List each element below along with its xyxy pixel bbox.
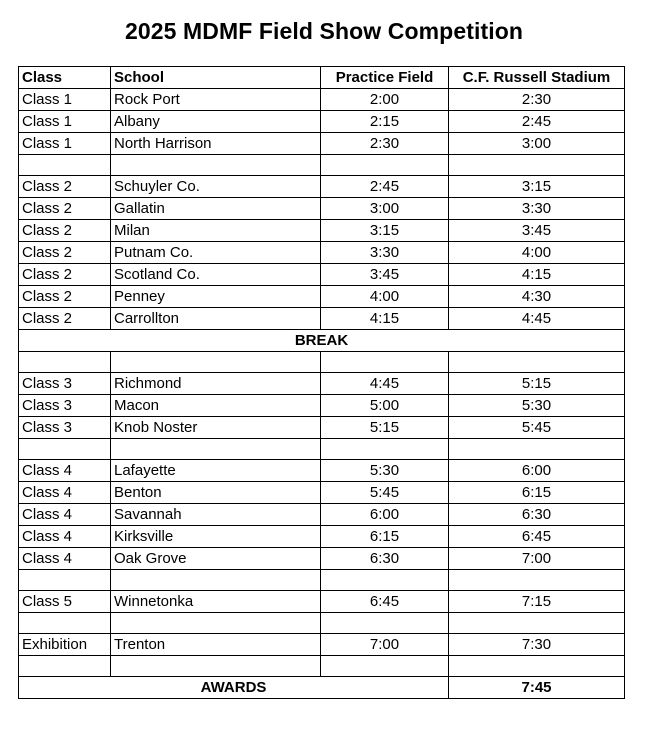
table-row <box>19 548 625 570</box>
header-practice-field: Practice Field <box>321 67 449 89</box>
table-row <box>19 504 625 526</box>
header-class: Class <box>19 67 111 89</box>
class-cell: Class 4 <box>19 504 111 526</box>
class-cell: Class 1 <box>19 133 111 155</box>
practice-time-cell: 5:00 <box>321 395 449 417</box>
school-cell: Scotland Co. <box>111 264 321 286</box>
class-cell: Class 4 <box>19 460 111 482</box>
awards-label: AWARDS <box>19 677 449 699</box>
class-cell: Class 3 <box>19 417 111 439</box>
empty-cell <box>321 155 449 176</box>
empty-cell <box>449 352 625 373</box>
empty-cell <box>111 570 321 591</box>
empty-cell <box>111 352 321 373</box>
class-cell: Class 4 <box>19 526 111 548</box>
empty-cell <box>19 439 111 460</box>
empty-cell <box>321 656 449 677</box>
stadium-time-cell: 4:00 <box>449 242 625 264</box>
empty-cell <box>19 570 111 591</box>
stadium-time-cell: 6:30 <box>449 504 625 526</box>
table-row <box>19 242 625 264</box>
empty-cell <box>449 656 625 677</box>
school-cell: Benton <box>111 482 321 504</box>
practice-time-cell: 2:15 <box>321 111 449 133</box>
empty-cell <box>111 656 321 677</box>
class-cell: Class 3 <box>19 395 111 417</box>
spacer-row <box>19 613 625 634</box>
table-row <box>19 133 625 155</box>
school-cell: Rock Port <box>111 89 321 111</box>
class-cell: Class 3 <box>19 373 111 395</box>
table-header-row <box>19 67 625 89</box>
empty-cell <box>321 352 449 373</box>
class-cell: Class 5 <box>19 591 111 613</box>
table-row <box>19 286 625 308</box>
header-stadium: C.F. Russell Stadium <box>449 67 625 89</box>
practice-time-cell: 6:15 <box>321 526 449 548</box>
spacer-row <box>19 439 625 460</box>
stadium-time-cell: 2:45 <box>449 111 625 133</box>
practice-time-cell: 2:00 <box>321 89 449 111</box>
table-row <box>19 176 625 198</box>
class-cell: Class 2 <box>19 176 111 198</box>
class-cell: Class 4 <box>19 548 111 570</box>
table-row <box>19 634 625 656</box>
class-cell: Class 1 <box>19 89 111 111</box>
practice-time-cell: 3:00 <box>321 198 449 220</box>
practice-time-cell: 6:45 <box>321 591 449 613</box>
stadium-time-cell: 4:30 <box>449 286 625 308</box>
stadium-time-cell: 3:00 <box>449 133 625 155</box>
stadium-time-cell: 2:30 <box>449 89 625 111</box>
awards-time: 7:45 <box>449 677 625 699</box>
school-cell: Oak Grove <box>111 548 321 570</box>
class-cell: Class 2 <box>19 286 111 308</box>
class-cell: Class 2 <box>19 198 111 220</box>
empty-cell <box>321 613 449 634</box>
stadium-time-cell: 5:15 <box>449 373 625 395</box>
stadium-time-cell: 4:15 <box>449 264 625 286</box>
stadium-time-cell: 6:00 <box>449 460 625 482</box>
class-cell: Class 2 <box>19 264 111 286</box>
awards-row <box>19 677 625 699</box>
school-cell: Macon <box>111 395 321 417</box>
practice-time-cell: 5:45 <box>321 482 449 504</box>
school-cell: Kirksville <box>111 526 321 548</box>
empty-cell <box>321 439 449 460</box>
school-cell: North Harrison <box>111 133 321 155</box>
practice-time-cell: 3:45 <box>321 264 449 286</box>
empty-cell <box>19 613 111 634</box>
stadium-time-cell: 7:00 <box>449 548 625 570</box>
stadium-time-cell: 6:45 <box>449 526 625 548</box>
empty-cell <box>111 613 321 634</box>
spacer-row <box>19 656 625 677</box>
break-label: BREAK <box>19 330 625 352</box>
practice-time-cell: 4:00 <box>321 286 449 308</box>
school-cell: Knob Noster <box>111 417 321 439</box>
table-row <box>19 460 625 482</box>
class-cell: Class 2 <box>19 242 111 264</box>
practice-time-cell: 3:30 <box>321 242 449 264</box>
school-cell: Trenton <box>111 634 321 656</box>
class-cell: Class 4 <box>19 482 111 504</box>
practice-time-cell: 6:00 <box>321 504 449 526</box>
table-row <box>19 264 625 286</box>
school-cell: Richmond <box>111 373 321 395</box>
stadium-time-cell: 4:45 <box>449 308 625 330</box>
stadium-time-cell: 5:30 <box>449 395 625 417</box>
table-row <box>19 591 625 613</box>
school-cell: Gallatin <box>111 198 321 220</box>
practice-time-cell: 2:30 <box>321 133 449 155</box>
stadium-time-cell: 7:15 <box>449 591 625 613</box>
spacer-row <box>19 570 625 591</box>
empty-cell <box>449 613 625 634</box>
header-school: School <box>111 67 321 89</box>
break-row <box>19 330 625 352</box>
practice-time-cell: 5:15 <box>321 417 449 439</box>
stadium-time-cell: 3:30 <box>449 198 625 220</box>
school-cell: Savannah <box>111 504 321 526</box>
stadium-time-cell: 3:45 <box>449 220 625 242</box>
empty-cell <box>321 570 449 591</box>
stadium-time-cell: 5:45 <box>449 417 625 439</box>
empty-cell <box>449 439 625 460</box>
schedule-table <box>18 66 625 699</box>
empty-cell <box>449 155 625 176</box>
practice-time-cell: 5:30 <box>321 460 449 482</box>
stadium-time-cell: 7:30 <box>449 634 625 656</box>
school-cell: Milan <box>111 220 321 242</box>
class-cell: Class 2 <box>19 220 111 242</box>
practice-time-cell: 4:45 <box>321 373 449 395</box>
schedule-body <box>19 89 625 699</box>
school-cell: Carrollton <box>111 308 321 330</box>
school-cell: Putnam Co. <box>111 242 321 264</box>
practice-time-cell: 7:00 <box>321 634 449 656</box>
school-cell: Albany <box>111 111 321 133</box>
empty-cell <box>19 155 111 176</box>
class-cell: Exhibition <box>19 634 111 656</box>
table-row <box>19 526 625 548</box>
table-row <box>19 89 625 111</box>
table-row <box>19 220 625 242</box>
table-row <box>19 111 625 133</box>
spacer-row <box>19 352 625 373</box>
practice-time-cell: 2:45 <box>321 176 449 198</box>
practice-time-cell: 4:15 <box>321 308 449 330</box>
empty-cell <box>19 656 111 677</box>
school-cell: Penney <box>111 286 321 308</box>
practice-time-cell: 3:15 <box>321 220 449 242</box>
page-title: 2025 MDMF Field Show Competition <box>124 18 524 44</box>
class-cell: Class 1 <box>19 111 111 133</box>
empty-cell <box>449 570 625 591</box>
school-cell: Winnetonka <box>111 591 321 613</box>
empty-cell <box>19 352 111 373</box>
table-row <box>19 198 625 220</box>
spacer-row <box>19 155 625 176</box>
table-row <box>19 308 625 330</box>
stadium-time-cell: 6:15 <box>449 482 625 504</box>
empty-cell <box>111 439 321 460</box>
stadium-time-cell: 3:15 <box>449 176 625 198</box>
school-cell: Lafayette <box>111 460 321 482</box>
table-row <box>19 395 625 417</box>
table-row <box>19 482 625 504</box>
empty-cell <box>111 155 321 176</box>
table-row <box>19 373 625 395</box>
table-row <box>19 417 625 439</box>
class-cell: Class 2 <box>19 308 111 330</box>
school-cell: Schuyler Co. <box>111 176 321 198</box>
practice-time-cell: 6:30 <box>321 548 449 570</box>
